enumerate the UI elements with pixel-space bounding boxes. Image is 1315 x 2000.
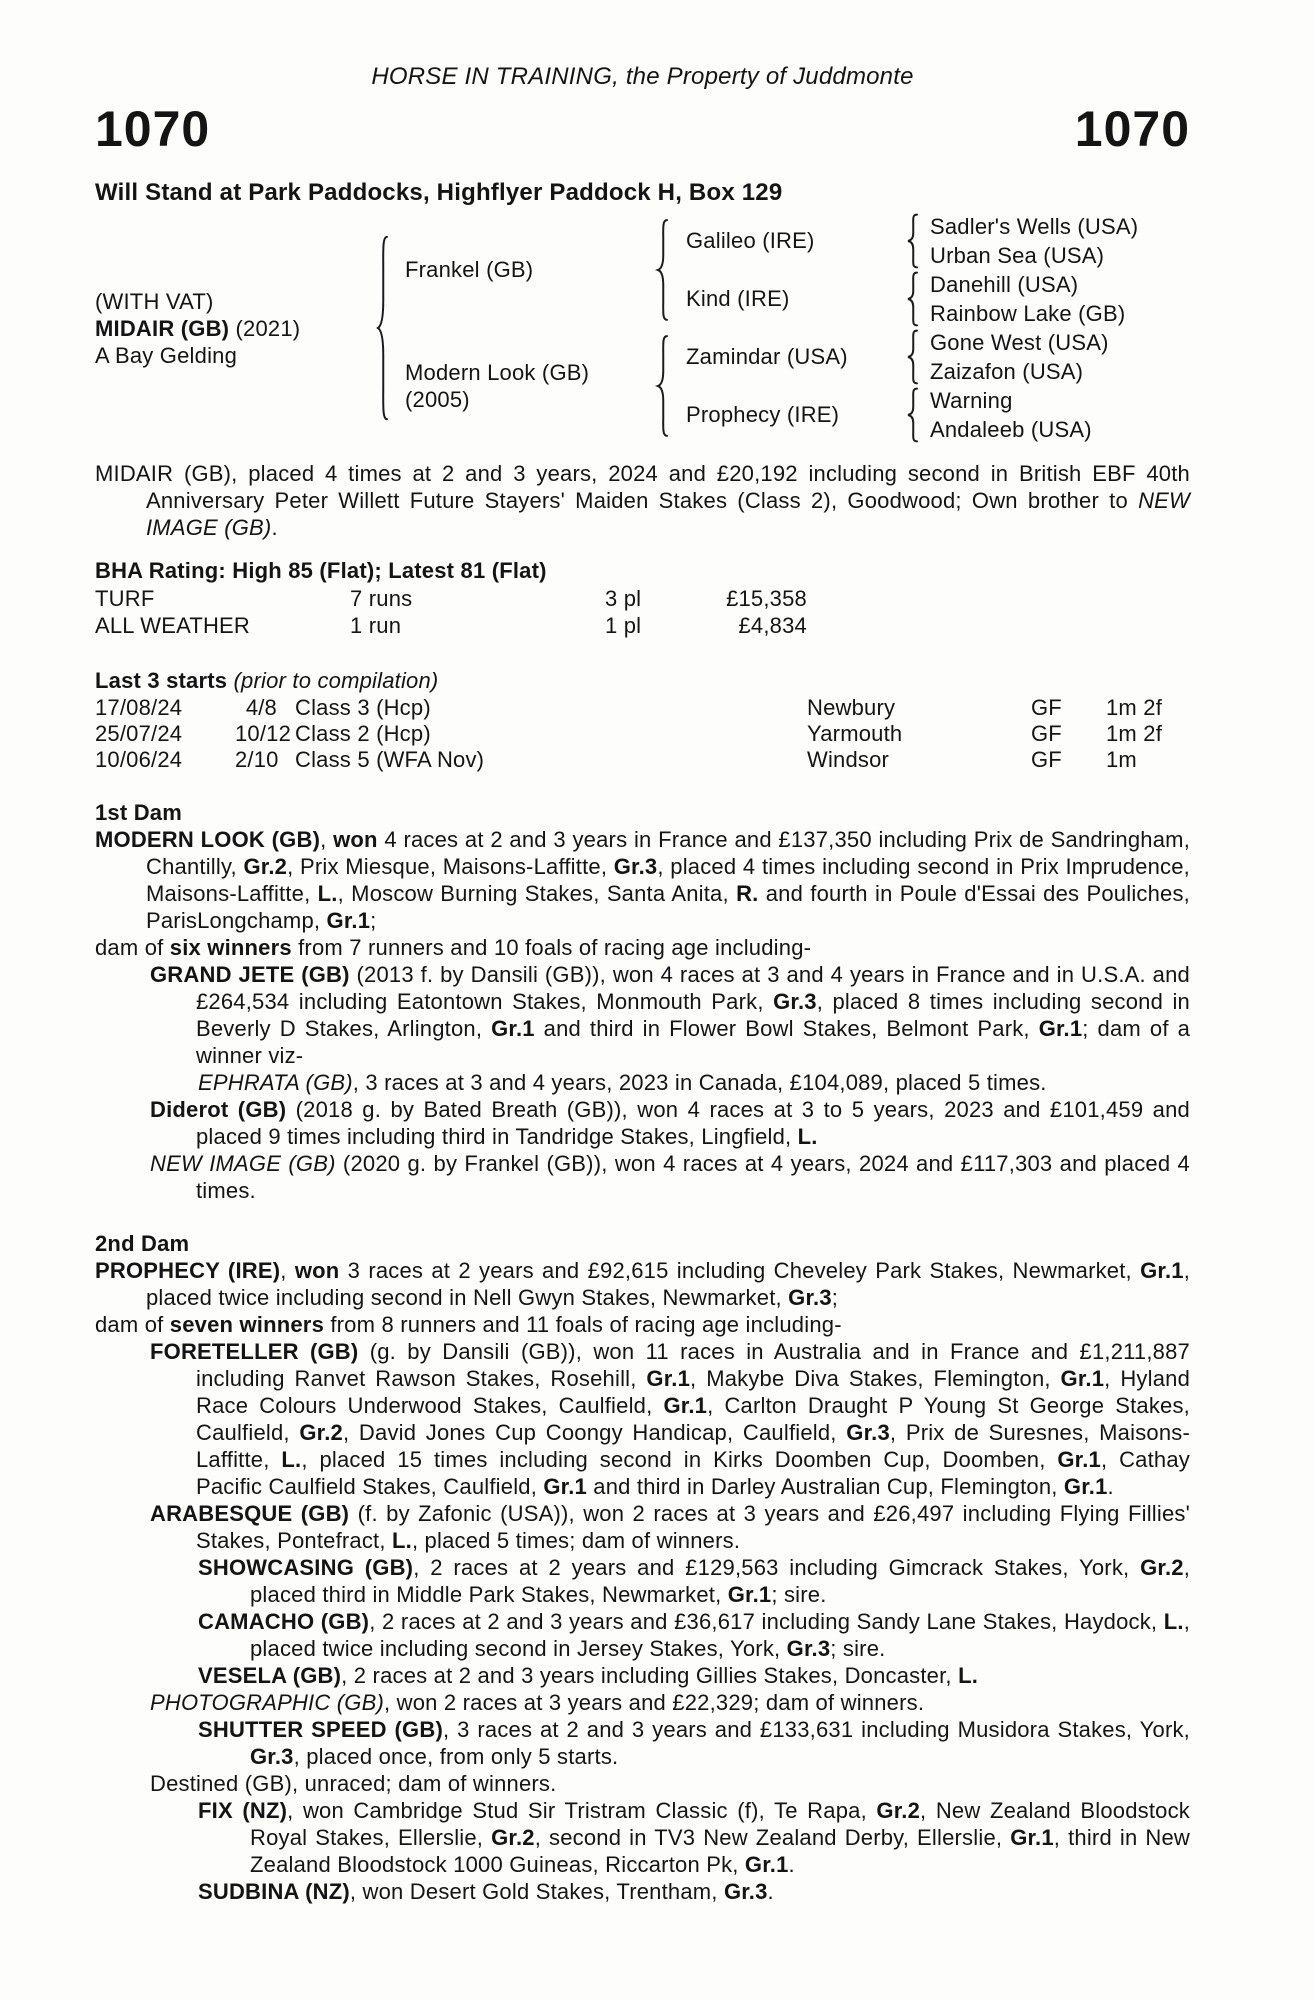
- pedigree-paragraph: [95, 1554, 1190, 1608]
- text-segment: (f. by Zafonic (USA)), won 2 races at 3 years and £26,497 including Flying Fillies' Stakes, Pontefract,: [196, 1501, 1190, 1553]
- subject-horse-name: MIDAIR (GB): [95, 315, 230, 341]
- brace-icon: [375, 231, 390, 425]
- page-title: HORSE IN TRAINING, the Property of Juddmonte: [371, 63, 914, 90]
- text-segment: , placed twice including second in Jersey Stakes, York,: [250, 1609, 1190, 1661]
- pedigree-brace-gp3: [905, 328, 930, 386]
- dam-section-heading: 2nd Dam: [95, 1231, 190, 1256]
- table-cell: 10/12: [235, 721, 292, 746]
- text-segment: L.: [958, 1663, 979, 1688]
- lot-number-row: [95, 101, 1190, 157]
- bha-rating-block: [95, 557, 1190, 639]
- table-cell: 1 pl: [605, 613, 642, 638]
- text-segment: , placed 4 times including second in Prix Imprudence, Maisons-Laffitte,: [146, 854, 1190, 906]
- table-cell: 10/06/24: [95, 747, 183, 772]
- dam-name: Modern Look (GB): [405, 360, 590, 385]
- grandsire-paternal: Galileo (IRE): [686, 228, 815, 253]
- text-segment: SHOWCASING (GB): [198, 1555, 414, 1580]
- text-segment: L.: [391, 1528, 412, 1553]
- text-segment: , Prix de Suresnes, Maisons-Laffitte,: [196, 1420, 1190, 1472]
- table-cell: £4,834: [738, 613, 807, 638]
- text-segment: (prior to compilation): [227, 668, 439, 693]
- lot-number-right: 1070: [1074, 101, 1190, 157]
- last-starts-table: [95, 695, 1190, 773]
- great-grandparent: Sadler's Wells (USA): [930, 214, 1139, 239]
- text-segment: , placed 15 times including second in Kirks Doomben Cup, Doomben,: [301, 1447, 1058, 1472]
- text-segment: NEW IMAGE (GB): [150, 1151, 336, 1176]
- pedigree-paragraph: [95, 1500, 1190, 1554]
- great-grandparent: Gone West (USA): [930, 330, 1109, 355]
- table-cell: 3 pl: [605, 586, 642, 611]
- text-segment: , New Zealand Bloodstock Royal Stakes, Ellerslie,: [250, 1798, 1190, 1850]
- text-segment: PHOTOGRAPHIC (GB): [150, 1690, 385, 1715]
- text-segment: (2013 f. by Dansili (GB)), won 4 races at 3 and 4 years in France and in U.S.A. and £264,534 including Eatontown Stakes, Monmouth Park,: [196, 962, 1190, 1014]
- text-segment: , Carlton Draught P Young St George Stakes, Caulfield,: [196, 1393, 1190, 1445]
- surface-stats-table: [95, 585, 1190, 639]
- great-grandparent: Zaizafon (USA): [930, 359, 1084, 384]
- brace-icon: [655, 217, 670, 323]
- text-segment: , won 2 races at 3 years and £22,329; dam of winners.: [384, 1690, 925, 1715]
- text-segment: (g. by Dansili (GB)), won 11 races in Australia and in France and £1,211,887 including Ranvet Rawson Stakes, Rosehill,: [196, 1339, 1190, 1391]
- table-cell: Class 5 (WFA Nov): [295, 747, 485, 772]
- text-segment: won: [333, 827, 378, 852]
- table-cell: Yarmouth: [807, 721, 903, 746]
- text-segment: dam of: [95, 935, 170, 960]
- pedigree-paragraph: [95, 826, 1190, 934]
- text-segment: Gr.3: [788, 1285, 832, 1310]
- text-segment: ,: [280, 1258, 295, 1283]
- text-segment: Gr.1: [1010, 1825, 1054, 1850]
- text-segment: MODERN LOOK (GB): [95, 827, 321, 852]
- text-segment: (2018 g. by Bated Breath (GB)), won 4 races at 3 to 5 years, 2023 and £101,459 and placed 9 times including third in Tandridge Stakes, Lingfield,: [196, 1097, 1190, 1149]
- text-segment: , won Cambridge Stud Sir Tristram Classic (f), Te Rapa,: [287, 1798, 877, 1823]
- text-segment: and third in Darley Australian Cup, Flemington,: [586, 1474, 1064, 1499]
- text-segment: ;: [370, 908, 377, 933]
- text-segment: Gr.3: [846, 1420, 890, 1445]
- text-segment: .: [788, 1852, 795, 1877]
- dam-year: (2005): [405, 387, 470, 412]
- table-cell: 1m: [1106, 747, 1137, 772]
- text-segment: from 7 runners and 10 foals of racing age including-: [291, 935, 812, 960]
- pedigree-paragraph: [95, 1150, 1190, 1204]
- text-segment: six winners: [169, 935, 292, 960]
- text-segment: Gr.1: [1140, 1258, 1184, 1283]
- text-segment: , Cathay Pacific Caulfield Stakes, Caulfield,: [196, 1447, 1190, 1499]
- text-segment: Gr.3: [613, 854, 658, 879]
- text-segment: , placed third in Middle Park Stakes, Newmarket,: [250, 1555, 1191, 1607]
- text-segment: , placed twice including second in Nell Gwyn Stakes, Newmarket,: [146, 1258, 1191, 1310]
- table-cell: 7 runs: [350, 586, 413, 611]
- pedigree-brace-gp1: [905, 212, 930, 270]
- brace-icon: [905, 271, 920, 327]
- text-segment: , Moscow Burning Stakes, Santa Anita,: [337, 881, 737, 906]
- pedigree-paragraph: [95, 1716, 1190, 1770]
- dam-section-heading: 1st Dam: [95, 800, 182, 825]
- text-segment: .: [767, 1879, 774, 1904]
- pedigree-paragraph: [95, 1878, 1190, 1905]
- text-segment: .: [271, 515, 278, 540]
- text-segment: ; dam of a winner viz-: [196, 1016, 1190, 1068]
- table-cell: 4/8: [245, 695, 277, 720]
- text-segment: Gr.2: [876, 1798, 921, 1823]
- pedigree-brace-gp4: [905, 386, 930, 444]
- text-segment: Gr.1: [326, 908, 371, 933]
- table-cell: 2/10: [235, 747, 279, 772]
- text-segment: ; sire.: [830, 1636, 886, 1661]
- text-segment: from 8 runners and 11 foals of racing age including-: [324, 1312, 842, 1337]
- race-record-summary: [95, 460, 1190, 541]
- great-grandparent: Andaleeb (USA): [930, 417, 1092, 442]
- text-segment: , David Jones Cup Coongy Handicap, Caulfield,: [342, 1420, 847, 1445]
- text-segment: GRAND JETE (GB): [150, 962, 350, 987]
- table-cell: 25/07/24: [95, 721, 183, 746]
- pedigree-paragraph: [95, 1257, 1190, 1311]
- text-segment: Gr.1: [491, 1016, 535, 1041]
- text-segment: R.: [736, 881, 759, 906]
- text-segment: MIDAIR (GB), placed 4 times at 2 and 3 years, 2024 and £20,192 including second in British EBF 40th Anniversary Peter Willett Future Stayers' Maiden Stakes (Class 2), Goodwood; Own brother to: [95, 461, 1190, 513]
- table-cell: 1 run: [350, 613, 402, 638]
- text-segment: Gr.1: [663, 1393, 708, 1418]
- text-segment: , second in TV3 New Zealand Derby, Ellerslie,: [534, 1825, 1011, 1850]
- pedigree-brace-dam: [655, 328, 686, 444]
- text-segment: FIX (NZ): [198, 1798, 288, 1823]
- table-cell: GF: [1031, 695, 1062, 720]
- text-segment: 3 races at 2 years and £92,615 including Cheveley Park Stakes, Newmarket,: [339, 1258, 1141, 1283]
- great-grandparent: Warning: [930, 388, 1013, 413]
- brace-icon: [905, 213, 920, 269]
- text-segment: SUDBINA (NZ): [198, 1879, 350, 1904]
- text-segment: , 3 races at 3 and 4 years, 2023 in Canada, £104,089, placed 5 times.: [352, 1070, 1047, 1095]
- text-segment: Gr.2: [1140, 1555, 1184, 1580]
- table-cell: Windsor: [807, 747, 890, 772]
- text-segment: and third in Flower Bowl Stakes, Belmont Park,: [534, 1016, 1039, 1041]
- table-cell: TURF: [95, 586, 155, 611]
- subject-horse-block: [95, 288, 375, 369]
- text-segment: , 2 races at 2 and 3 years and £36,617 including Sandy Lane Stakes, Haydock,: [369, 1609, 1164, 1634]
- table-cell: 1m 2f: [1106, 721, 1163, 746]
- text-segment: ;: [831, 1285, 839, 1310]
- text-segment: Gr.1: [727, 1582, 772, 1607]
- pedigree-paragraph: [95, 1069, 1190, 1096]
- text-segment: Gr.1: [1038, 1016, 1083, 1041]
- text-segment: , 3 races at 2 and 3 years and £133,631 including Musidora Stakes, York,: [442, 1717, 1190, 1742]
- text-segment: , placed once, from only 5 starts.: [293, 1744, 619, 1769]
- text-segment: , 2 races at 2 and 3 years including Gillies Stakes, Doncaster,: [341, 1663, 959, 1688]
- pedigree-paragraph: [95, 1797, 1190, 1878]
- stand-location-heading: Will Stand at Park Paddocks, Highflyer Paddock H, Box 129: [95, 179, 783, 206]
- dam-sections: [95, 799, 1190, 1905]
- text-segment: , Prix Miesque, Maisons-Laffitte,: [287, 854, 614, 879]
- pedigree-paragraph: [95, 1338, 1190, 1500]
- text-segment: , won Desert Gold Stakes, Trentham,: [349, 1879, 724, 1904]
- table-cell: ALL WEATHER: [95, 613, 251, 638]
- pedigree-paragraph: [95, 934, 1190, 961]
- text-segment: Gr.1: [543, 1474, 587, 1499]
- text-segment: Diderot (GB): [150, 1097, 287, 1122]
- text-segment: and fourth in Poule d'Essai des Pouliches, ParisLongchamp,: [146, 881, 1190, 933]
- brace-icon: [655, 333, 670, 439]
- text-segment: ; sire.: [771, 1582, 827, 1607]
- text-segment: Destined (GB), unraced; dam of winners.: [150, 1771, 557, 1796]
- pedigree-paragraph: [95, 961, 1190, 1069]
- text-segment: (2020 g. by Frankel (GB)), won 4 races at 4 years, 2024 and £117,303 and placed 4 times.: [196, 1151, 1190, 1203]
- last-starts-heading: [95, 667, 1190, 695]
- text-segment: Last 3 starts: [95, 668, 228, 693]
- table-cell: GF: [1031, 721, 1062, 746]
- text-segment: Gr.2: [299, 1420, 343, 1445]
- text-segment: L.: [281, 1447, 302, 1472]
- text-segment: dam of: [95, 1312, 170, 1337]
- pedigree-paragraph: [95, 1608, 1190, 1662]
- text-segment: FORETELLER (GB): [150, 1339, 359, 1364]
- text-segment: , placed 8 times including second in Beverly D Stakes, Arlington,: [196, 989, 1190, 1041]
- text-segment: VESELA (GB): [198, 1663, 342, 1688]
- text-segment: SHUTTER SPEED (GB): [198, 1717, 443, 1742]
- text-segment: , Hyland Race Colours Underwood Stakes, Caulfield,: [196, 1366, 1190, 1418]
- text-segment: L.: [317, 881, 338, 906]
- brace-icon: [905, 387, 920, 443]
- granddam-paternal: Kind (IRE): [686, 286, 790, 311]
- subject-horse-name-line: [95, 315, 375, 342]
- text-segment: Gr.1: [1063, 1474, 1108, 1499]
- great-grandparent: Rainbow Lake (GB): [930, 301, 1126, 326]
- pedigree-brace-sire: [655, 212, 686, 328]
- text-segment: , 2 races at 2 years and £129,563 including Gimcrack Stakes, York,: [413, 1555, 1141, 1580]
- great-grandparent: Danehill (USA): [930, 272, 1079, 297]
- table-cell: Class 3 (Hcp): [295, 695, 431, 720]
- lot-number-left: 1070: [95, 101, 211, 157]
- pedigree-paragraph: [95, 1311, 1190, 1338]
- sire-name: Frankel (GB): [405, 257, 534, 282]
- text-segment: Gr.1: [1057, 1447, 1101, 1472]
- text-segment: Gr.1: [646, 1366, 691, 1391]
- text-segment: , Makybe Diva Stakes, Flemington,: [690, 1366, 1061, 1391]
- table-cell: Class 2 (Hcp): [295, 721, 431, 746]
- table-cell: £15,358: [726, 586, 807, 611]
- brace-icon: [905, 329, 920, 385]
- text-segment: Gr.3: [723, 1879, 768, 1904]
- pedigree-brace-gp2: [905, 270, 930, 328]
- bha-rating-heading: BHA Rating: High 85 (Flat); Latest 81 (Flat): [95, 558, 547, 583]
- pedigree-brace-main: [375, 212, 405, 444]
- text-segment: PROPHECY (IRE): [95, 1258, 281, 1283]
- text-segment: NEW IMAGE (GB): [146, 488, 1190, 540]
- text-segment: , third in New Zealand Bloodstock 1000 Guineas, Riccarton Pk,: [250, 1825, 1191, 1877]
- text-segment: L.: [797, 1124, 818, 1149]
- text-segment: Gr.3: [250, 1744, 294, 1769]
- text-segment: won: [294, 1258, 340, 1283]
- table-cell: 17/08/24: [95, 695, 183, 720]
- pedigree-paragraph: [95, 1770, 1190, 1797]
- text-segment: L.: [1163, 1609, 1184, 1634]
- text-segment: , placed 5 times; dam of winners.: [411, 1528, 741, 1553]
- great-grandparent: Urban Sea (USA): [930, 243, 1105, 268]
- dam-block: [405, 359, 655, 413]
- text-segment: EPHRATA (GB): [198, 1070, 353, 1095]
- grandsire-maternal: Zamindar (USA): [686, 344, 848, 369]
- table-cell: Newbury: [807, 695, 896, 720]
- text-segment: Gr.2: [491, 1825, 535, 1850]
- text-segment: Gr.1: [744, 1852, 789, 1877]
- text-segment: ARABESQUE (GB): [150, 1501, 350, 1526]
- text-segment: Gr.3: [786, 1636, 831, 1661]
- text-segment: ,: [320, 827, 334, 852]
- text-segment: 4 races at 2 and 3 years in France and £137,350 including Prix de Sandringham, Chantilly,: [146, 827, 1191, 879]
- pedigree-paragraph: [95, 1096, 1190, 1150]
- subject-horse-year: (2021): [229, 315, 301, 341]
- last-starts-block: [95, 667, 1190, 773]
- text-segment: .: [1107, 1474, 1114, 1499]
- table-cell: GF: [1031, 747, 1062, 772]
- table-cell: 1m 2f: [1106, 695, 1163, 720]
- subject-horse-description: A Bay Gelding: [95, 342, 238, 368]
- pedigree-table: [95, 212, 1190, 444]
- text-segment: seven winners: [169, 1312, 325, 1337]
- pedigree-paragraph: [95, 1689, 1190, 1716]
- text-segment: Gr.3: [773, 989, 817, 1014]
- text-segment: CAMACHO (GB): [198, 1609, 370, 1634]
- text-segment: Gr.1: [1060, 1366, 1105, 1391]
- text-segment: Gr.2: [243, 854, 288, 879]
- granddam-maternal: Prophecy (IRE): [686, 402, 840, 427]
- pedigree-paragraph: [95, 1662, 1190, 1689]
- vat-note: (WITH VAT): [95, 288, 214, 314]
